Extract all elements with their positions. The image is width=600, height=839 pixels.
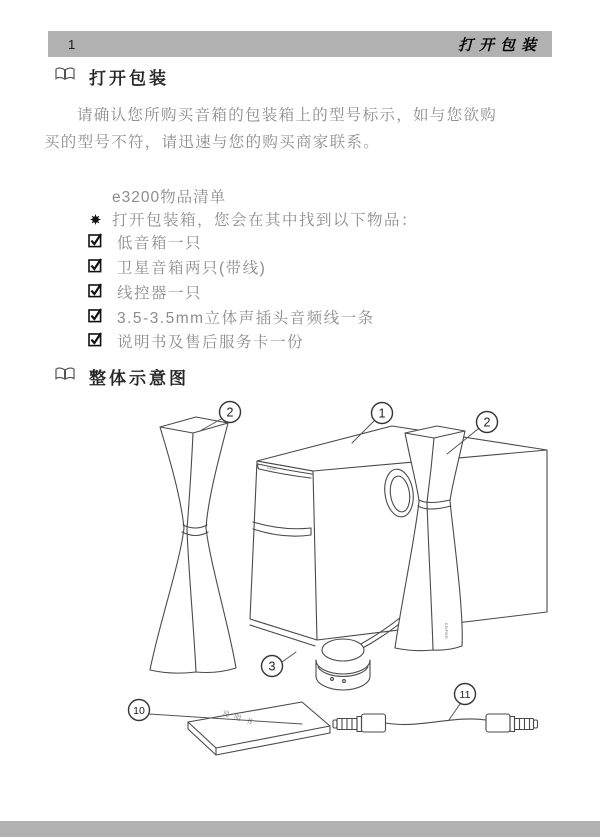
intro-paragraph: 请确认您所购买音箱的包装箱上的型号标示，如与您欲购买的型号不符，请迅速与您的购买商家联系。 xyxy=(44,107,498,151)
page-footer-bar xyxy=(0,821,600,837)
remote-control-knob xyxy=(316,639,370,690)
callout-left-satellite xyxy=(220,402,241,423)
packing-list-lead xyxy=(90,208,418,230)
list-item xyxy=(88,231,202,253)
svg-text:2: 2 xyxy=(483,415,491,430)
callout-subwoofer xyxy=(372,403,393,424)
checkbox-checked-icon xyxy=(88,233,103,253)
subwoofer-brand-label: edifier xyxy=(266,466,278,472)
svg-text:2: 2 xyxy=(226,405,234,420)
checkbox-checked-icon xyxy=(88,332,103,352)
section-heading-unpacking xyxy=(54,64,169,89)
list-item xyxy=(88,330,304,352)
list-item-label: 3.5-3.5mm立体声插头音频线一条 xyxy=(117,310,375,327)
svg-text:11: 11 xyxy=(459,689,471,701)
audio-cable-drawing xyxy=(333,714,538,732)
svg-text:3: 3 xyxy=(268,659,276,674)
svg-text:1: 1 xyxy=(378,406,386,421)
open-book-icon xyxy=(54,66,76,87)
star-bullet-icon xyxy=(90,212,101,230)
right-satellite-speaker xyxy=(395,426,465,651)
list-item-label: 卫星音箱两只(带线) xyxy=(117,260,267,277)
bass-port xyxy=(382,467,416,518)
open-book-icon xyxy=(54,366,76,387)
list-item xyxy=(88,256,266,278)
checkbox-checked-icon xyxy=(88,258,103,278)
page-header-bar xyxy=(48,31,552,57)
list-item-label: 说明书及售后服务卡一份 xyxy=(117,334,305,351)
callout-manual xyxy=(129,700,150,721)
list-item xyxy=(88,306,375,328)
list-item-label: 低音箱一只 xyxy=(117,235,203,252)
callout-right-satellite xyxy=(477,412,498,433)
callout-cable xyxy=(455,684,476,705)
svg-text:10: 10 xyxy=(133,705,145,717)
left-satellite-speaker xyxy=(150,417,236,673)
manual-cover-label: 说明书 xyxy=(221,710,258,729)
callout-remote xyxy=(262,656,283,677)
satellite-brand-label: EDIFIER xyxy=(444,623,449,639)
chapter-title: 打开包装 xyxy=(457,37,542,54)
checkbox-checked-icon xyxy=(88,283,103,303)
page-number: 1 xyxy=(68,36,76,52)
list-item-label: 线控器一只 xyxy=(117,285,203,302)
overall-diagram xyxy=(0,398,600,770)
section-title: 打开包装 xyxy=(89,69,169,88)
checkbox-checked-icon xyxy=(88,308,103,328)
section-heading-overview xyxy=(54,364,189,389)
packing-list-title: e3200物品清单 xyxy=(112,189,227,206)
packing-list-lead-text: 打开包装箱，您会在其中找到以下物品： xyxy=(112,212,419,229)
subwoofer-drawing xyxy=(250,426,547,646)
manual-booklet xyxy=(188,702,330,755)
list-item xyxy=(88,281,202,303)
section-title: 整体示意图 xyxy=(89,369,189,388)
